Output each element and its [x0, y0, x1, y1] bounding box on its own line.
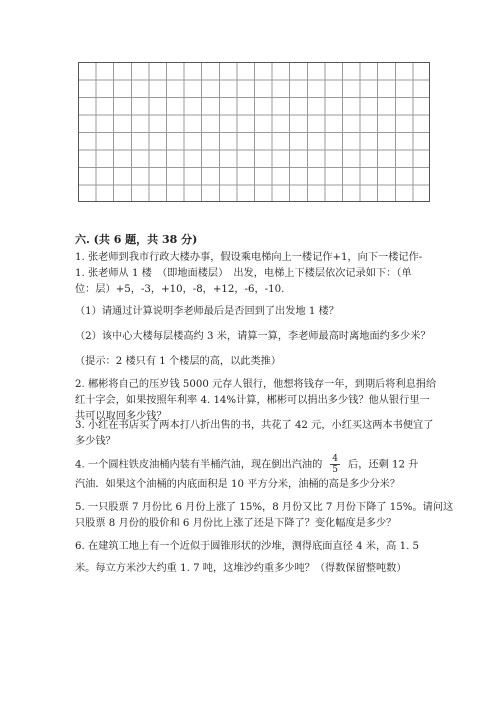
- q1-line3: 位：层）+5，-3，+10，-8，+12，-6，-10.: [75, 284, 285, 295]
- q6-line1: 6. 在建筑工地上有一个近似于圆锥形状的沙堆，测得底面直径 4 米，高 1. 5: [75, 541, 420, 552]
- q1-line2: 1. 张老师从 1 楼 （即地面楼层） 出发，电梯上下楼层依次记录如下：（单: [75, 268, 412, 279]
- q4-line1: [75, 454, 430, 477]
- fraction-denominator: 5: [332, 465, 339, 475]
- q1-sub2: （2）该中心大楼每层楼高约 3 米，请算一算，李老师最高时离地面约多少米？: [75, 331, 431, 342]
- q4-line1-start: 4. 一个圆柱铁皮油桶内装有半桶汽油，现在倒出汽油的: [75, 459, 323, 471]
- q1-sub1: （1）请通过计算说明李老师最后是否回到了出发地 1 楼？: [75, 306, 339, 317]
- q2-line1: 2. 郴彬将自己的压岁钱 5000 元存人银行，他想将钱存一年，到期后将利息捐给: [75, 379, 437, 390]
- q3-line1: 3. 小红在书店买了两本打八折出售的书，共花了 42 元，小红买这两本书便宜了: [75, 420, 434, 431]
- q1-line1: 1. 张老师到我市行政大楼办事，假设乘电梯向上一楼记作+1，向下一楼记作-: [75, 252, 423, 263]
- q5-line2: 只股票 8 月份的股价和 6 月份比上涨了还是下降了？变化幅度是多少？: [75, 518, 397, 529]
- q4-line2: 汽油．如果这个油桶的内底面积是 10 平方分米，油桶的高是多少分米？: [75, 479, 401, 490]
- q2-line2: 红十字会，如果按照年利率 4. 14%计算，郴彬可以捐出多少钱？他从银行里一: [75, 395, 430, 406]
- q3-line2: 多少钱？: [75, 436, 116, 447]
- answer-grid: [78, 62, 430, 202]
- q1-hint: （提示：2 楼只有 1 个楼层的高，以此类推）: [75, 356, 282, 367]
- fraction-numerator: 4: [332, 454, 339, 464]
- fraction-four-fifths: [330, 454, 340, 475]
- q4-line1-end: 后，还剩 12 升: [348, 459, 419, 471]
- q2-line3: 共可以取回多少钱？: [75, 411, 167, 422]
- q5-line1: 5. 一只股票 7 月份比 6 月份上涨了 15%，8 月份又比 7 月份下降了 15%。请问这: [75, 502, 454, 513]
- q6-line2: 米。每立方米沙大约重 1. 7 吨，这堆沙约重多少吨？（得数保留整吨数）: [75, 563, 407, 574]
- section-title: 六. (共 6 题，共 38 分): [75, 233, 198, 246]
